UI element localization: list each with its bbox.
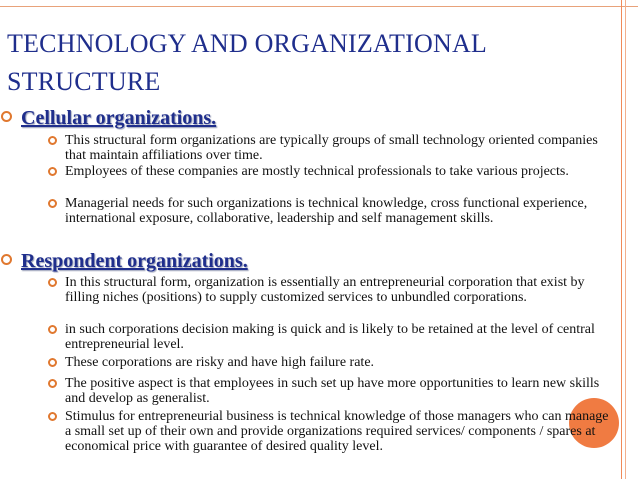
section-heading: Respondent organizations. bbox=[21, 250, 248, 272]
circle-bullet-icon bbox=[48, 167, 57, 176]
circle-bullet-icon bbox=[1, 111, 12, 122]
slide-title bbox=[7, 25, 607, 101]
circle-bullet-icon bbox=[48, 325, 57, 334]
title-line-2: STRUCTURE bbox=[7, 67, 161, 96]
list-item-text: in such corporations decision making is quick and is likely to be retained at the level of central entrepreneurial level. bbox=[65, 322, 595, 352]
top-divider bbox=[0, 6, 638, 7]
list-item-text: These corporations are risky and have high failure rate. bbox=[65, 355, 375, 370]
circle-bullet-icon bbox=[48, 199, 57, 208]
circle-bullet-icon bbox=[48, 136, 57, 145]
circle-bullet-icon bbox=[48, 278, 57, 287]
circle-bullet-icon bbox=[48, 358, 57, 367]
list-item-text: The positive aspect is that employees in such set up have more opportunities to learn new skills and develop as generalist. bbox=[65, 376, 600, 406]
right-border-line-secondary bbox=[625, 0, 626, 479]
list-item-text: Employees of these companies are mostly technical professionals to take various projects. bbox=[65, 164, 569, 179]
title-line-1: TECHNOLOGY AND ORGANIZATIONAL bbox=[7, 29, 488, 58]
section-heading: Cellular organizations. bbox=[21, 107, 217, 129]
circle-bullet-icon bbox=[1, 254, 12, 265]
list-item-text: Managerial needs for such organizations is technical knowledge, cross functional experience, international exposure, collaborative, leadership and self management skills. bbox=[65, 196, 588, 226]
circle-bullet-icon bbox=[48, 412, 57, 421]
list-item-text: In this structural form, organization is essentially an entrepreneurial corporation that exist by filling niches (positions) to supply customized services to unbundled corporations. bbox=[65, 275, 585, 305]
list-item-text: This structural form organizations are typically groups of small technology oriented companies that maintain affiliations over time. bbox=[65, 133, 598, 163]
circle-bullet-icon bbox=[48, 379, 57, 388]
right-border-line bbox=[621, 0, 622, 479]
list-item-text: Stimulus for entrepreneurial business is technical knowledge of those managers who can manage a small set up of their own and provide organizations required services/ components / spares at economical price with guarantee of desired quality level. bbox=[65, 409, 609, 454]
